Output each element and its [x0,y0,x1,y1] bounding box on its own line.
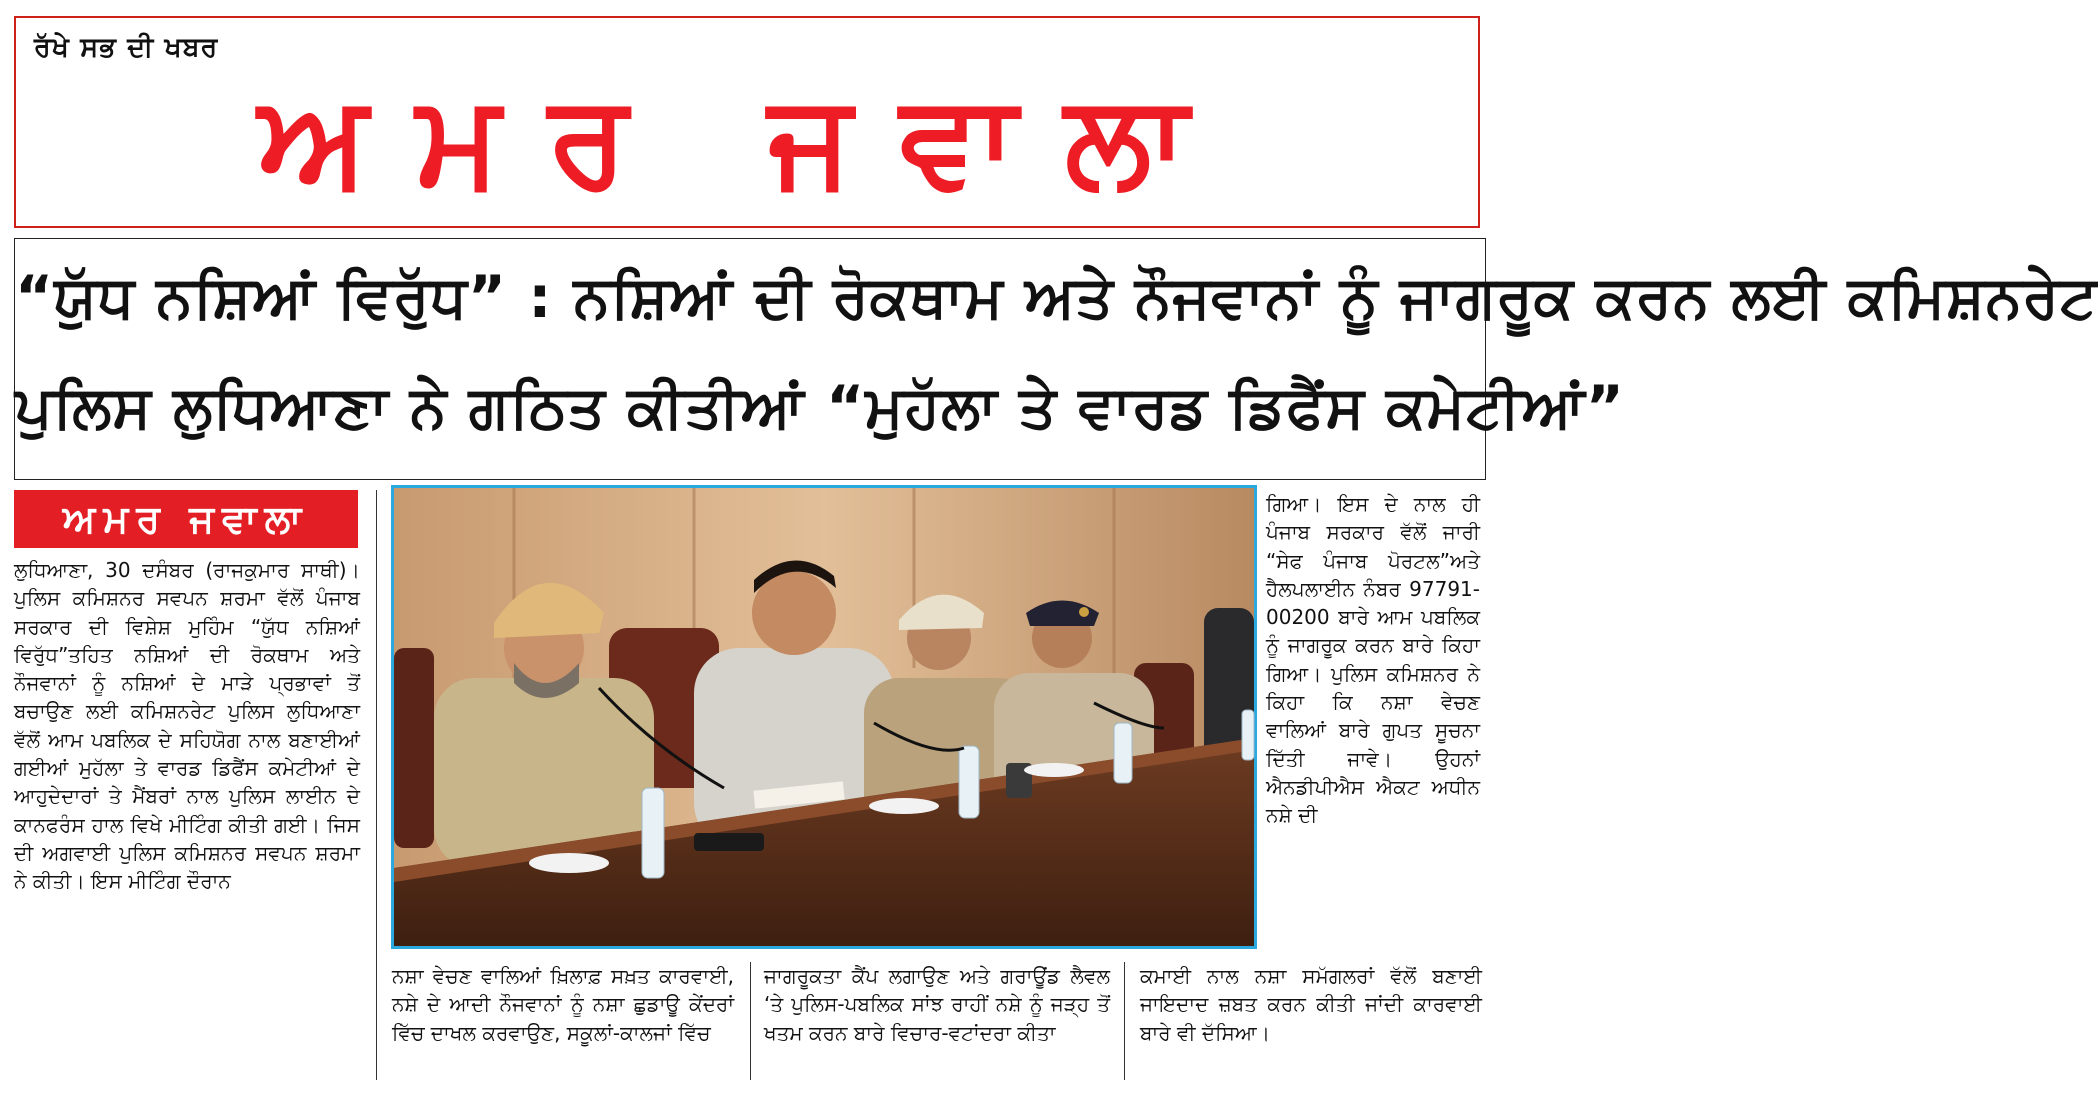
news-photo [391,485,1257,949]
headline-line-1: “ਯੁੱਧ ਨਸ਼ਿਆਂ ਵਿਰੁੱਧ” : ਨਸ਼ਿਆਂ ਦੀ ਰੋਕਥਾਮ ਅਤੇ ਨੌਜਵਾਨਾਂ ਨੂੰ ਜਾਗਰੂਕ ਕਰਨ ਲਈ ਕਮਿਸ਼ਨਰੇਟ [15,263,2098,331]
small-logo: ਅਮਰ ਜਵਾਲਾ [14,490,358,548]
masthead [14,16,1480,228]
article-column-left: ਲੁਧਿਆਣਾ, 30 ਦਸੰਬਰ (ਰਾਜਕੁਮਾਰ ਸਾਥੀ)। ਪੁਲਿਸ ਕਮਿਸ਼ਨਰ ਸਵਪਨ ਸ਼ਰਮਾ ਵੱਲੋਂ ਪੰਜਾਬ ਸਰਕਾਰ ਦੀ ਵਿਸ਼ੇਸ਼ ਮੁਹਿੰਮ “ਯੁੱਧ ਨਸ਼ਿਆਂ ਵਿਰੁੱਧ”ਤਹਿਤ ਨਸ਼ਿਆਂ ਦੀ ਰੋਕਥਾਮ ਅਤੇ ਨੌਜਵਾਨਾਂ ਨੂੰ ਨਸ਼ਿਆਂ ਦੇ ਮਾੜੇ ਪ੍ਰਭਾਵਾਂ ਤੋਂ ਬਚਾਉਣ ਲਈ ਕਮਿਸ਼ਨਰੇਟ ਪੁਲਿਸ ਲੁਧਿਆਣਾ ਵੱਲੋਂ ਆਮ ਪਬਲਿਕ ਦੇ ਸਹਿਯੋਗ ਨਾਲ ਬਣਾਈਆਂ ਗਈਆਂ ਮੁਹੱਲਾ ਤੇ ਵਾਰਡ ਡਿਫੈਂਸ ਕਮੇਟੀਆਂ ਦੇ ਆਹੁਦੇਦਾਰਾਂ ਤੇ ਮੈਂਬਰਾਂ ਨਾਲ ਪੁਲਿਸ ਲਾਈਨ ਦੇ ਕਾਨਫਰੰਸ ਹਾਲ ਵਿਖੇ ਮੀਟਿੰਗ ਕੀਤੀ ਗਈ। ਜਿਸ ਦੀ ਅਗਵਾਈ ਪੁਲਿਸ ਕਮਿਸ਼ਨਰ ਸਵਪਨ ਸ਼ਰਮਾ ਨੇ ਕੀਤੀ। ਇਸ ਮੀਟਿੰਗ ਦੌਰਾਨ [14,558,360,894]
column-divider [376,490,377,1080]
headline-line-2: ਪੁਲਿਸ ਲੁਧਿਆਣਾ ਨੇ ਗਠਿਤ ਕੀਤੀਆਂ “ਮੁਹੱਲਾ ਤੇ ਵਾਰਡ ਡਿਫੈਂਸ ਕਮੇਟੀਆਂ” [15,373,1625,441]
column-divider [750,962,751,1080]
article-column-bottom-3: ਕਮਾਈ ਨਾਲ ਨਸ਼ਾ ਸਮੱਗਲਰਾਂ ਵੱਲੋਂ ਬਣਾਈ ਜਾਇਦਾਦ ਜ਼ਬਤ ਕਰਨ ਕੀਤੀ ਜਾਂਦੀ ਕਾਰਵਾਈ ਬਾਰੇ ਵੀ ਦੱਸਿਆ। [1140,964,1482,1045]
column-divider [1124,962,1125,1080]
headline-box [14,238,2098,480]
article-column-right: ਗਿਆ। ਇਸ ਦੇ ਨਾਲ ਹੀ ਪੰਜਾਬ ਸਰਕਾਰ ਵੱਲੋਂ ਜਾਰੀ “ਸੇਫ ਪੰਜਾਬ ਪੋਰਟਲ”ਅਤੇ ਹੈਲਪਲਾਈਨ ਨੰਬਰ 97791-00200 ਬਾਰੇ ਆਮ ਪਬਲਿਕ ਨੂੰ ਜਾਗਰੂਕ ਕਰਨ ਬਾਰੇ ਕਿਹਾ ਗਿਆ। ਪੁਲਿਸ ਕਮਿਸ਼ਨਰ ਨੇ ਕਿਹਾ ਕਿ ਨਸ਼ਾ ਵੇਚਣ ਵਾਲਿਆਂ ਬਾਰੇ ਗੁਪਤ ਸੂਚਨਾ ਦਿੱਤੀ ਜਾਵੇ। ਉਹਨਾਂ ਐਨਡੀਪੀਐਸ ਐਕਟ ਅਧੀਨ ਨਸ਼ੇ ਦੀ [1266,492,1480,828]
meeting-photo-illustration [394,488,1254,946]
masthead-tagline: ਰੱਖੇ ਸਭ ਦੀ ਖਬਰ [34,32,219,63]
article-column-bottom-1: ਨਸ਼ਾ ਵੇਚਣ ਵਾਲਿਆਂ ਖ਼ਿਲਾਫ਼ ਸਖ਼ਤ ਕਾਰਵਾਈ, ਨਸ਼ੇ ਦੇ ਆਦੀ ਨੌਜਵਾਨਾਂ ਨੂੰ ਨਸ਼ਾ ਛੁਡਾਊ ਕੇਂਦਰਾਂ ਵਿੱਚ ਦਾਖਲ ਕਰਵਾਉਣ, ਸਕੂਲਾਂ-ਕਾਲਜਾਂ ਵਿੱਚ [392,964,734,1045]
masthead-title: ਅਮਰ ਜਵਾਲਾ [258,66,1236,215]
article-column-bottom-2: ਜਾਗਰੂਕਤਾ ਕੈਂਪ ਲਗਾਉਣ ਅਤੇ ਗਰਾਊਂਡ ਲੈਵਲ ‘ਤੇ ਪੁਲਿਸ-ਪਬਲਿਕ ਸਾਂਝ ਰਾਹੀਂ ਨਸ਼ੇ ਨੂੰ ਜੜ੍ਹ ਤੋਂ ਖਤਮ ਕਰਨ ਬਾਰੇ ਵਿਚਾਰ-ਵਟਾਂਦਰਾ ਕੀਤਾ [764,964,1110,1045]
